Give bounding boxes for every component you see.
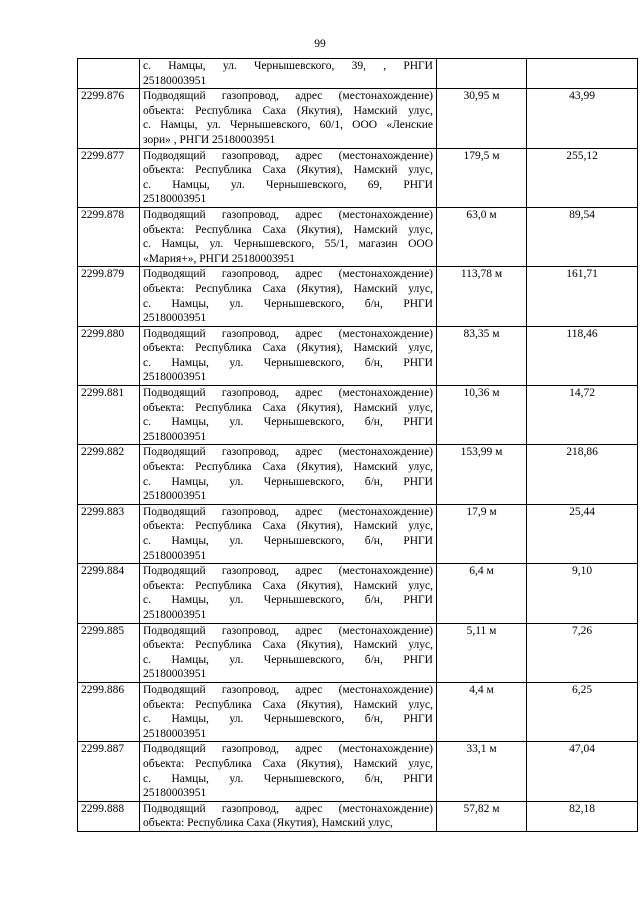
row-number-cell: 2299.876 [78,89,140,148]
row-description-cell [140,89,437,148]
description-line: 25180003951 [143,193,207,206]
row-description-cell [140,445,437,504]
row-value-cell: 9,10 [527,564,638,623]
row-description-cell [140,59,437,89]
description-line: с. Намцы, ул. Чернышевского, б/н, РНГИ [143,416,433,429]
row-value-cell [527,59,638,89]
table-row [78,207,638,266]
description-line: Подводящий газопровод, адрес (местонахождение) [143,683,433,696]
description-line: с. Намцы, ул. Чернышевского, б/н, РНГИ [143,772,433,785]
row-description-cell [140,742,437,801]
row-length-cell: 83,35 м [437,326,527,385]
description-line: с. Намцы, ул. Чернышевского, 60/1, ООО «Ленские [143,119,433,132]
row-number-cell: 2299.888 [78,801,140,831]
description-line: Подводящий газопровод, адрес (местонахождение) [143,387,433,400]
row-value-cell: 6,25 [527,682,638,741]
table-row-continued [78,59,638,89]
description-line: с. Намцы, ул. Чернышевского, б/н, РНГИ [143,653,433,666]
description-line: Подводящий газопровод, адрес (местонахождение) [143,149,433,162]
description-line: Подводящий газопровод, адрес (местонахождение) [143,565,433,578]
description-line: объекта: Республика Саха (Якутия), Намский улус, [143,461,433,474]
table-row [78,148,638,207]
row-description-cell [140,267,437,326]
description-line: с. Намцы, ул. Чернышевского, 55/1, магазин ООО [143,238,433,251]
registry-table [77,58,638,832]
description-line: объекта: Республика Саха (Якутия), Намский улус, [143,520,433,533]
row-value-cell: 47,04 [527,742,638,801]
description-line: 25180003951 [143,608,207,621]
description-line: объекта: Республика Саха (Якутия), Намский улус, [143,282,433,295]
row-number-cell: 2299.878 [78,207,140,266]
description-line: объекта: Республика Саха (Якутия), Намский улус, [143,401,433,414]
row-length-cell: 4,4 м [437,682,527,741]
row-length-cell: 153,99 м [437,445,527,504]
description-line: 25180003951 [143,312,207,325]
description-line: объекта: Республика Саха (Якутия), Намский улус, [143,698,433,711]
description-line: Подводящий газопровод, адрес (местонахождение) [143,505,433,518]
row-length-cell: 113,78 м [437,267,527,326]
description-line: 25180003951 [143,430,207,443]
row-description-cell [140,326,437,385]
description-line: объекта: Республика Саха (Якутия), Намский улус, [143,223,433,236]
description-line: Подводящий газопровод, адрес (местонахождение) [143,743,433,756]
description-line: 25180003951 [143,371,207,384]
row-length-cell: 6,4 м [437,564,527,623]
row-number-cell: 2299.887 [78,742,140,801]
row-value-cell: 82,18 [527,801,638,831]
row-value-cell: 14,72 [527,386,638,445]
row-number-cell: 2299.885 [78,623,140,682]
description-line: с. Намцы, ул. Чернышевского, б/н, РНГИ [143,535,433,547]
row-number-cell: 2299.879 [78,267,140,326]
row-description-cell [140,564,437,623]
description-line: 25180003951 [143,787,207,800]
row-number-cell: 2299.882 [78,445,140,504]
description-line: объекта: Республика Саха (Якутия), Намский улус, [143,817,393,830]
table-row [78,623,638,682]
row-description-cell [140,386,437,445]
description-line: Подводящий газопровод, адрес (местонахождение) [143,802,433,815]
row-description-cell [140,504,437,563]
row-length-cell: 17,9 м [437,504,527,563]
table-row [78,742,638,801]
row-value-cell: 25,44 [527,504,638,563]
row-length-cell: 179,5 м [437,148,527,207]
row-value-cell: 255,12 [527,148,638,207]
row-length-cell: 57,82 м [437,801,527,831]
row-description-cell [140,682,437,741]
description-line: объекта: Республика Саха (Якутия), Намский улус, [143,164,433,177]
description-line: объекта: Республика Саха (Якутия), Намский улус, [143,342,433,355]
row-value-cell: 89,54 [527,207,638,266]
row-length-cell: 63,0 м [437,207,527,266]
row-number-cell: 2299.880 [78,326,140,385]
description-line: Подводящий газопровод, адрес (местонахождение) [143,208,433,221]
row-value-cell: 161,71 [527,267,638,326]
row-number-cell: 2299.877 [78,148,140,207]
table-row [78,89,638,148]
description-line: Подводящий газопровод, адрес (местонахождение) [143,268,433,281]
table-row [78,682,638,741]
row-description-cell [140,148,437,207]
row-number-cell: 2299.883 [78,504,140,563]
description-line: 25180003951 [143,549,207,562]
description-line: Подводящий газопровод, адрес (местонахождение) [143,327,433,340]
description-line: 25180003951 [143,74,207,87]
table-row [78,564,638,623]
row-number-cell: 2299.884 [78,564,140,623]
description-line: «Мария+», РНГИ 25180003951 [143,252,296,265]
row-value-cell: 43,99 [527,89,638,148]
registry-table-body [78,59,638,832]
row-length-cell: 33,1 м [437,742,527,801]
description-line: с. Намцы, ул. Чернышевского, 39, , РНГИ [143,60,433,72]
row-value-cell: 118,46 [527,326,638,385]
description-line: с. Намцы, ул. Чернышевского, б/н, РНГИ [143,356,433,369]
row-description-cell [140,207,437,266]
description-line: объекта: Республика Саха (Якутия), Намский улус, [143,639,433,652]
description-line: объекта: Республика Саха (Якутия), Намский улус, [143,579,433,592]
description-line: с. Намцы, ул. Чернышевского, 69, РНГИ [143,178,433,191]
description-line: Подводящий газопровод, адрес (местонахождение) [143,446,433,459]
table-row [78,386,638,445]
row-value-cell: 218,86 [527,445,638,504]
row-number-cell: 2299.881 [78,386,140,445]
page-number: 99 [314,38,326,50]
description-line: 25180003951 [143,727,207,740]
row-value-cell: 7,26 [527,623,638,682]
row-length-cell: 30,95 м [437,89,527,148]
description-line: Подводящий газопровод, адрес (местонахождение) [143,90,433,103]
table-row [78,326,638,385]
row-length-cell: 5,11 м [437,623,527,682]
description-line: с. Намцы, ул. Чернышевского, б/н, РНГИ [143,713,433,726]
description-line: с. Намцы, ул. Чернышевского, б/н, РНГИ [143,297,433,310]
row-description-cell [140,623,437,682]
row-number-cell: 2299.886 [78,682,140,741]
table-row [78,504,638,563]
row-length-cell: 10,36 м [437,386,527,445]
description-line: 25180003951 [143,668,207,681]
row-length-cell [437,59,527,89]
row-number-cell [78,59,140,89]
description-line: объекта: Республика Саха (Якутия), Намский улус, [143,104,433,117]
table-row [78,801,638,831]
description-line: Подводящий газопровод, адрес (местонахождение) [143,624,433,637]
table-row [78,445,638,504]
description-line: 25180003951 [143,490,207,503]
description-line: объекта: Республика Саха (Якутия), Намский улус, [143,757,433,770]
table-row [78,267,638,326]
row-description-cell [140,801,437,831]
description-line: с. Намцы, ул. Чернышевского, б/н, РНГИ [143,475,433,488]
description-line: зори» , РНГИ 25180003951 [143,133,276,146]
description-line: с. Намцы, ул. Чернышевского, б/н, РНГИ [143,594,433,607]
